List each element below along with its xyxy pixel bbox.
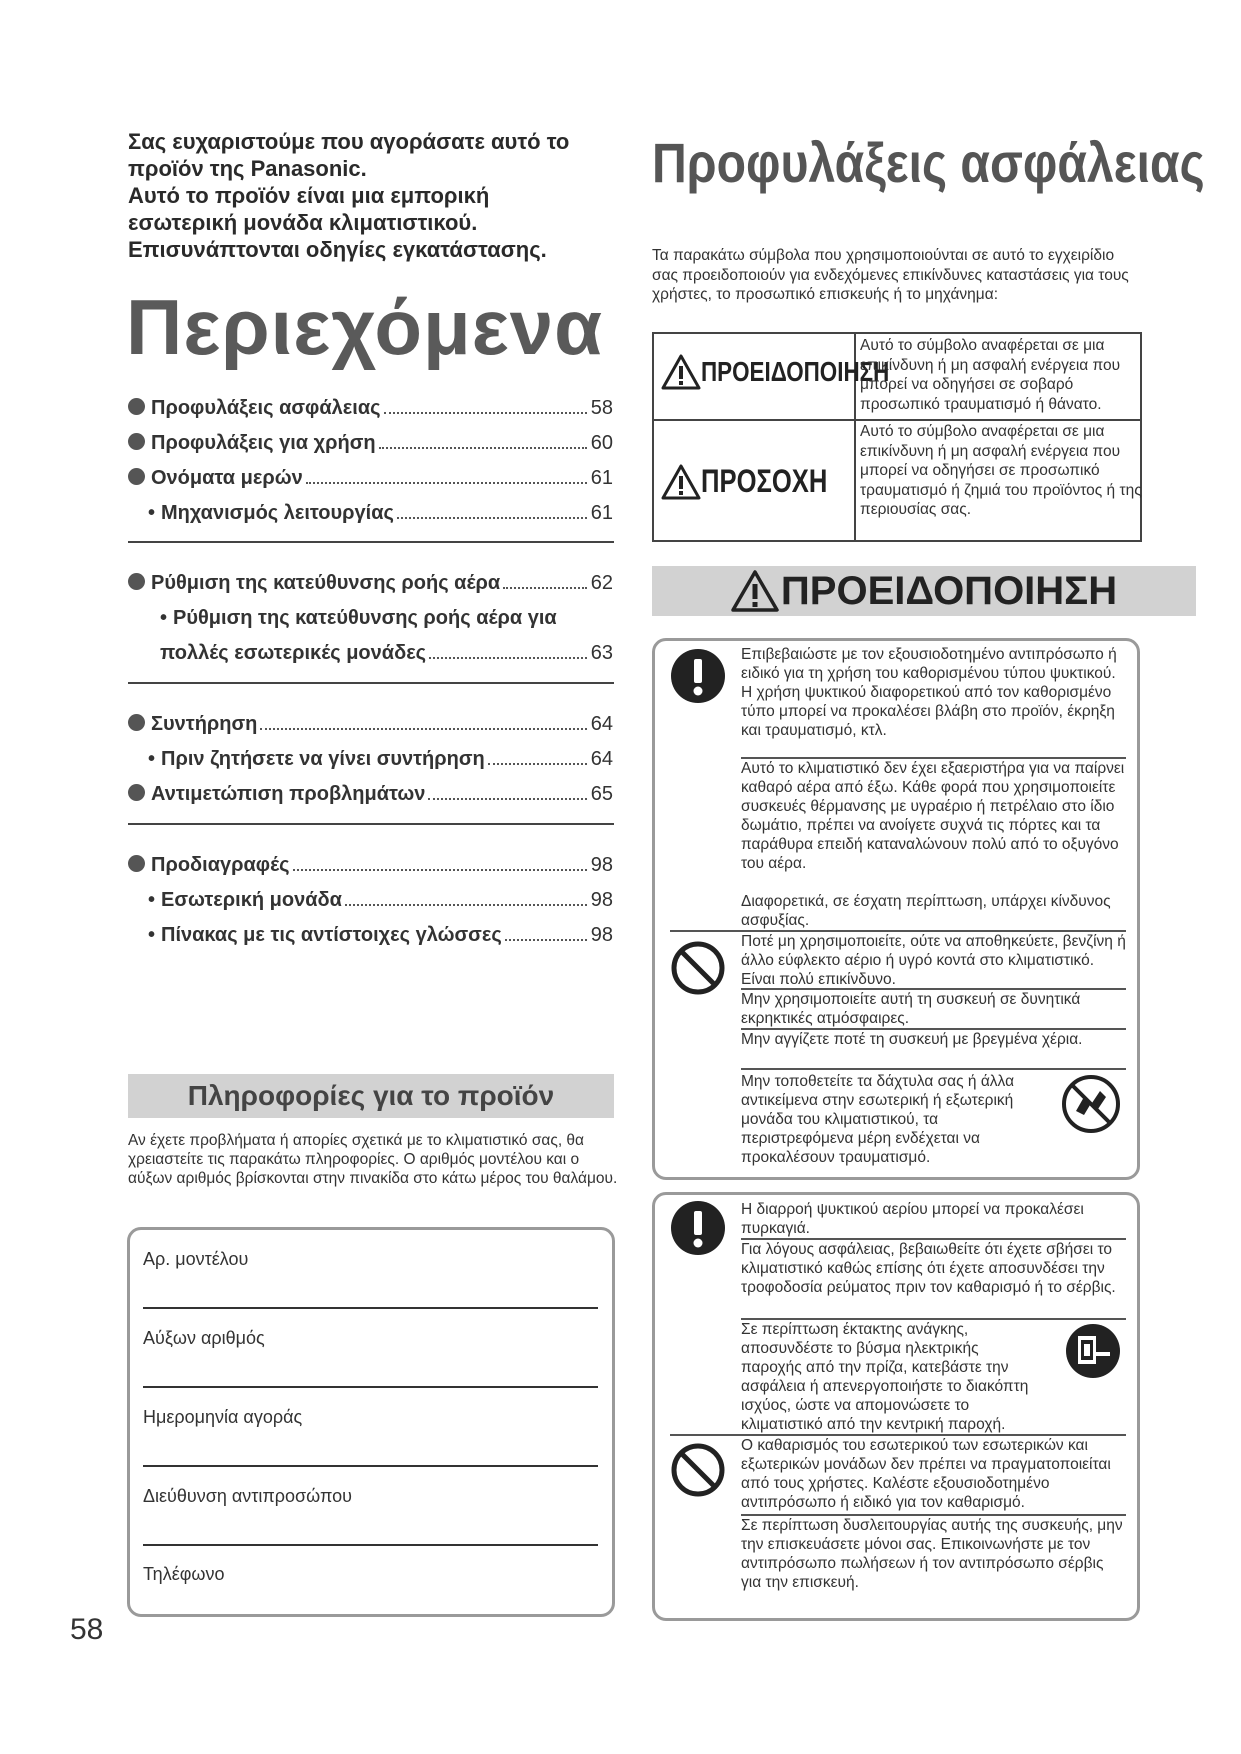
leader-dots <box>488 763 587 765</box>
toc-page: 58 <box>590 397 613 419</box>
product-info-heading: Πληροφορίες για το προϊόν <box>128 1074 614 1118</box>
warning-item: Διαφορετικά, σε έσχατη περίπτωση, υπάρχει κίνδυνος ασφυξίας. <box>741 893 1111 929</box>
toc-item[interactable] <box>128 427 613 455</box>
bullet-icon <box>128 855 145 872</box>
sub-bullet: • <box>148 924 156 946</box>
caution-label: ΠΡΟΣΟΧΗ <box>701 463 828 499</box>
leader-dots <box>428 798 586 800</box>
warning-item: Ποτέ μη χρησιμοποιείτε, ούτε να αποθηκεύετε, βενζίνη ή άλλο εύφλεκτο αέριο ή υγρό κοντά στο κλιματιστικό. Είναι πολύ επικίνδυνο. <box>741 933 1126 988</box>
toc-page: 61 <box>590 502 613 524</box>
caution-description: Αυτό το σύμβολο αναφέρεται σε μια επικίνδυνη ή μη ασφαλή ενέργεια που μπορεί να οδηγήσει σε προσωπικό τραυματισμό ή ζημιά του προϊόντος ή της περιουσίας σας. <box>860 423 1142 518</box>
warning-banner <box>652 566 1196 616</box>
caution-symbol <box>661 463 859 500</box>
warning-item: Μην τοποθετείτε τα δάχτυλα σας ή άλλα αντικείμενα στην εσωτερική ή εξωτερική μονάδα του κλιματιστικού, τα περιστρεφόμενα μέρη ενδέχεται να προκαλέσουν τραυματισμό. <box>741 1073 1015 1166</box>
toc-label: Προδιαγραφές <box>151 854 290 876</box>
leader-dots <box>306 482 587 484</box>
sub-bullet: • <box>148 502 156 524</box>
warning-description: Αυτό το σύμβολο αναφέρεται σε μια επικίνδυνη ή μη ασφαλή ενέργεια που μπορεί να οδηγήσει σε σοβαρό προσωπικό τραυματισμό ή θάνατο. <box>860 337 1121 413</box>
toc-item[interactable] <box>128 462 613 490</box>
toc-page: 61 <box>590 467 613 489</box>
bullet-icon <box>128 573 145 590</box>
toc-label: Εσωτερική μονάδα <box>161 889 342 911</box>
sub-bullet: • <box>148 748 156 770</box>
safety-title: Προφυλάξεις ασφάλειας <box>652 131 1205 194</box>
toc-item[interactable] <box>128 778 613 806</box>
intro-line: προϊόν της Panasonic. <box>128 156 367 181</box>
warning-label: ΠΡΟΕΙΔΟΠΟΙΗΣΗ <box>701 356 890 387</box>
toc-page: 64 <box>590 713 613 735</box>
toc-subitem[interactable] <box>148 743 613 771</box>
warning-item: Για λόγους ασφάλειας, βεβαιωθείτε ότι έχετε σβήσει το κλιματιστικό καθώς επίσης ότι έχετε αποσυνδέσει την τροφοδοσία ρεύματος πριν τον καθαρισμό ή το σέρβις. <box>741 1241 1116 1296</box>
toc-label: Συντήρηση <box>151 713 258 735</box>
warning-banner-title: ΠΡΟΕΙΔΟΠΟΙΗΣΗ <box>780 568 1118 613</box>
toc-page: 62 <box>590 572 613 594</box>
dealer-address-field[interactable] <box>143 1544 598 1546</box>
bullet-icon <box>128 784 145 801</box>
leader-dots <box>384 412 587 414</box>
sub-bullet: • <box>160 607 168 629</box>
safety-intro: Τα παρακάτω σύμβολα που χρησιμοποιούνται σε αυτό το εγχειρίδιο σας προειδοποιούν για ενδεχόμενες επικίνδυνες καταστάσεις για τους χρήστες, το προσωπικό επισκευής ή το μηχάνημα: <box>652 247 1129 303</box>
toc-page: 98 <box>590 889 613 911</box>
toc-item[interactable] <box>128 567 613 595</box>
warning-item: Σε περίπτωση έκτακτης ανάγκης, αποσυνδέστε το βύσμα ηλεκτρικής παροχής από την πρίζα, κατεβάστε την ασφάλεια ή απενεργοποιήστε το διακόπτη ισχύος, ώστε να απομονώσετε το κλιματιστικό από την κεντρική παροχή. <box>741 1321 1029 1433</box>
intro-line: Σας ευχαριστούμε που αγοράσατε αυτό το <box>128 129 570 154</box>
bullet-icon <box>128 433 145 450</box>
phone-label: Τηλέφωνο <box>143 1564 225 1584</box>
exclamation-icon <box>670 1200 726 1256</box>
item-divider <box>741 1068 1126 1070</box>
unplug-icon <box>1064 1322 1122 1380</box>
warning-triangle-icon <box>731 570 779 612</box>
toc-page: 98 <box>590 854 613 876</box>
toc-label: Ρύθμιση της κατεύθυνσης ροής αέρα <box>151 572 501 594</box>
intro-line: Επισυνάπτονται οδηγίες εγκατάστασης. <box>128 237 547 262</box>
page-number: 58 <box>70 1613 104 1646</box>
model-number-field[interactable] <box>143 1307 598 1309</box>
warning-item: Σε περίπτωση δυσλειτουργίας αυτής της συσκευής, μην την επισκευάσετε μόνοι σας. Επικοινωνήστε με τον αντιπρόσωπο πωλήσεων ή τον αντιπρόσωπο σέρβις για την επισκευή. <box>741 1517 1123 1591</box>
leader-dots <box>293 869 587 871</box>
toc-divider <box>128 682 614 684</box>
toc-divider <box>128 541 614 543</box>
exclamation-icon <box>670 648 726 704</box>
prohibited-icon <box>670 1442 726 1498</box>
prohibited-icon <box>670 940 726 996</box>
warning-item: Μην αγγίζετε ποτέ τη συσκευή με βρεγμένα χέρια. <box>741 1031 1083 1048</box>
toc-label: Πίνακας με τις αντίστοιχες γλώσσες <box>161 924 502 946</box>
sub-bullet: • <box>148 889 156 911</box>
intro-line: Αυτό το προϊόν είναι μια εμπορική <box>128 183 490 208</box>
toc-item[interactable] <box>128 849 613 877</box>
toc-subitem[interactable] <box>148 497 613 525</box>
toc-subitem[interactable] <box>160 637 613 665</box>
bullet-icon <box>128 468 145 485</box>
leader-dots <box>503 587 587 589</box>
product-info-text: Αν έχετε προβλήματα ή απορίες σχετικά με το κλιματιστικό σας, θα χρειαστείτε τις παρακάτω πληροφορίες. Ο αριθμός μοντέλου και ο αύξων αριθμός βρίσκονται στην πινακίδα στο κάτω μέρος του θαλάμου. <box>128 1132 618 1187</box>
bullet-icon <box>128 398 145 415</box>
toc-title: Περιεχόμενα <box>126 283 604 371</box>
warning-item: Μην χρησιμοποιείτε αυτή τη συσκευή σε δυνητικά εκρηκτικές ατμόσφαιρες. <box>741 991 1081 1027</box>
warning-item: Ο καθαρισμός του εσωτερικού των εσωτερικών και εξωτερικών μονάδων δεν πρέπει να πραγματοποιείται από τους χρήστες. Καλέστε εξουσιοδοτημένο αντιπρόσωπο ή ειδικό για τον καθαρισμό. <box>741 1437 1111 1511</box>
toc-page: 64 <box>590 748 613 770</box>
leader-dots <box>260 728 586 730</box>
warning-triangle-icon <box>661 464 701 500</box>
toc-item[interactable] <box>128 392 613 420</box>
warning-item: Επιβεβαιώστε με τον εξουσιοδοτημένο αντιπρόσωπο ή ειδικό για τη χρήση του καθορισμένου τύπου ψυκτικού. Η χρήση ψυκτικού διαφορετικού από τον καθορισμένο τύπο μπορεί να προκαλέσει βλάβη στο προϊόν, έκρηξη και τραυματισμό, κτλ. <box>741 646 1117 739</box>
leader-dots <box>345 904 587 906</box>
intro-text <box>128 128 628 263</box>
warning-triangle-icon <box>661 354 701 390</box>
intro-line: εσωτερική μονάδα κλιματιστικού. <box>128 210 478 235</box>
model-number-label: Αρ. μοντέλου <box>143 1249 249 1269</box>
leader-dots <box>429 657 587 659</box>
toc-subitem[interactable] <box>148 919 613 947</box>
toc-divider <box>128 823 614 825</box>
toc-label: Πριν ζητήσετε να γίνει συντήρηση <box>161 748 485 770</box>
toc-page: 60 <box>590 432 613 454</box>
toc-label: Προφυλάξεις ασφάλειας <box>151 397 381 419</box>
table-divider <box>654 419 1140 421</box>
toc-label: Προφυλάξεις για χρήση <box>151 432 376 454</box>
leader-dots <box>505 939 587 941</box>
toc-subitem[interactable] <box>148 884 613 912</box>
serial-number-label: Αύξων αριθμός <box>143 1328 265 1348</box>
toc-item[interactable] <box>128 708 613 736</box>
purchase-date-label: Ημερομηνία αγοράς <box>143 1407 303 1427</box>
leader-dots <box>397 517 587 519</box>
leader-dots <box>379 447 587 449</box>
toc-label: πολλές εσωτερικές μονάδες <box>160 642 427 664</box>
dealer-address-label: Διεύθυνση αντιπροσώπου <box>143 1486 352 1506</box>
toc-page: 65 <box>590 783 613 805</box>
toc-label: Ρύθμιση της κατεύθυνσης ροής αέρα για <box>173 607 557 629</box>
toc-subitem[interactable] <box>160 602 557 630</box>
no-fingers-icon <box>1062 1075 1120 1133</box>
warning-item: Η διαρροή ψυκτικού αερίου μπορεί να προκαλέσει πυρκαγιά. <box>741 1201 1084 1237</box>
toc-label: Μηχανισμός λειτουργίας <box>161 502 394 524</box>
toc-label: Ονόματα μερών <box>151 467 303 489</box>
serial-number-field[interactable] <box>143 1386 598 1388</box>
purchase-date-field[interactable] <box>143 1465 598 1467</box>
toc-label: Αντιμετώπιση προβλημάτων <box>151 783 426 805</box>
bullet-icon <box>128 714 145 731</box>
toc-page: 98 <box>590 924 613 946</box>
toc-page: 63 <box>590 642 613 664</box>
warning-item: Αυτό το κλιματιστικό δεν έχει εξαεριστήρα για να παίρνει καθαρό αέρα από έξω. Κάθε φορά που χρησιμοποιείτε συσκευές θέρμανσης με υγραέριο ή πετρέλαιο στο ίδιο δωμάτιο, πρέπει να ανοίγετε συχνά τις πόρτες και τα παράθυρα επειδή καταναλώνουν πολύ από το οξυγόνο του αέρα. <box>741 760 1125 872</box>
